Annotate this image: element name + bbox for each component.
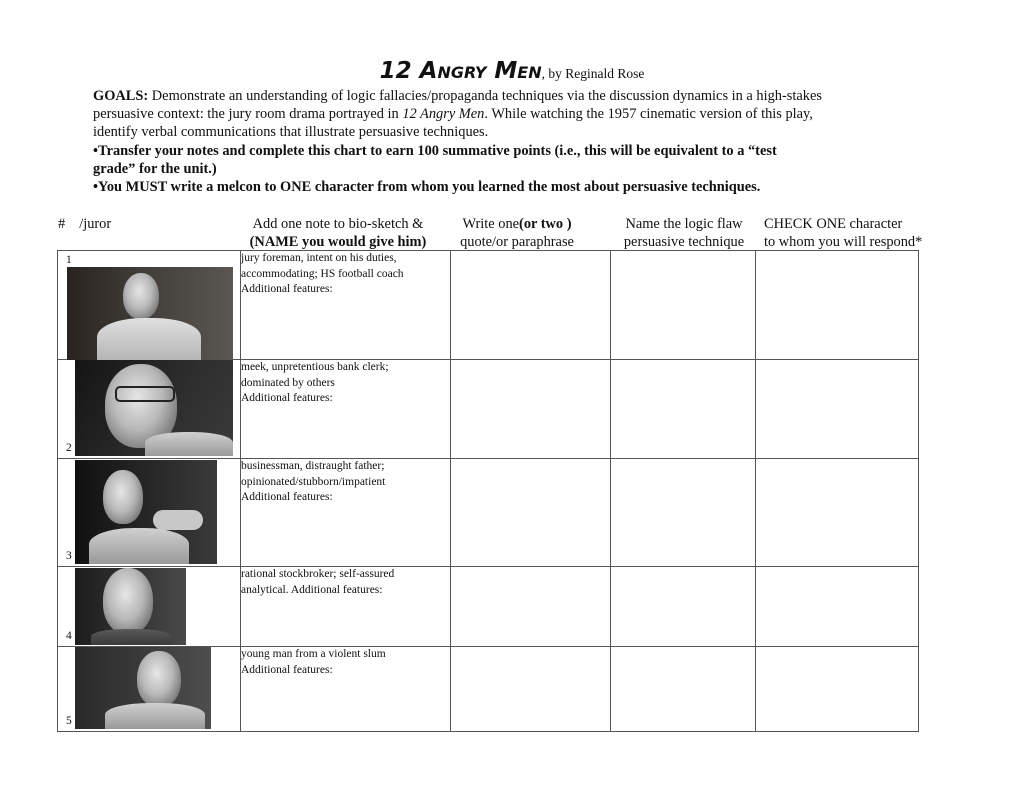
bio-cell[interactable]: [241, 647, 451, 732]
bio-line: dominated by others: [241, 376, 335, 389]
face-shape: [103, 470, 143, 524]
instruction-transfer-a: •Transfer your notes and complete this chart to earn 100 summative points (i.e., this will be equivalent to a “test: [93, 142, 777, 159]
header-logic-flaw: [612, 215, 756, 251]
header-hash: #: [58, 216, 66, 232]
quote-cell[interactable]: [451, 459, 611, 567]
juror-2-photo: [75, 360, 233, 456]
instruction-transfer-b: grade” for the unit.): [93, 160, 217, 177]
header-quote: [444, 215, 590, 251]
check-character-cell[interactable]: [756, 251, 919, 360]
bio-cell[interactable]: [241, 251, 451, 360]
document-title: [0, 58, 1024, 84]
glasses-shape: [115, 386, 175, 402]
shirt-shape: [105, 703, 205, 729]
juror-cell: [58, 360, 241, 459]
juror-chart-table: [57, 250, 919, 732]
bio-line: rational stockbroker; self-assured: [241, 568, 395, 580]
bio-additional-features: Additional features:: [241, 663, 333, 676]
juror-cell: [58, 647, 241, 732]
header-bio-line1: Add one note to bio-sketch &: [252, 216, 424, 232]
header-check-line1: CHECK ONE character: [764, 216, 903, 232]
juror-number: 1: [66, 254, 72, 266]
bio-cell[interactable]: [241, 360, 451, 459]
shirt-shape: [97, 318, 201, 360]
pointing-hand-shape: [153, 510, 203, 530]
bio-additional-features: Additional features:: [241, 491, 333, 503]
table-row: [58, 360, 919, 459]
bio-additional-features: analytical. Additional features:: [241, 583, 383, 596]
juror-number: 2: [66, 441, 72, 454]
bio-line: meek, unpretentious bank clerk;: [241, 361, 389, 373]
author-byline: , by Reginald Rose: [541, 66, 645, 81]
face-shape: [137, 651, 181, 707]
juror-cell: [58, 459, 241, 567]
quote-cell[interactable]: [451, 251, 611, 360]
quote-cell[interactable]: [451, 647, 611, 732]
bio-line: young man from a violent slum: [241, 648, 386, 660]
juror-number: 3: [66, 549, 72, 562]
table-row: [58, 459, 919, 567]
juror-3-photo: [75, 460, 217, 564]
logic-flaw-cell[interactable]: [611, 360, 756, 459]
juror-number: 4: [66, 629, 72, 642]
header-check-character: [764, 215, 922, 251]
bio-additional-features: Additional features:: [241, 283, 333, 295]
face-shape: [103, 568, 153, 634]
instruction-transfer-notes: [93, 142, 943, 178]
header-quote-line2: quote/or paraphrase: [460, 234, 574, 250]
bio-line: opinionated/stubborn/impatient: [241, 475, 386, 488]
check-character-cell[interactable]: [756, 647, 919, 732]
goals-line-1: [93, 87, 943, 105]
header-check-line2: to whom you will respond*: [764, 234, 923, 250]
goals-text-2b: . While watching the 1957 cinematic version of this play,: [484, 106, 813, 123]
header-flaw-line2: persuasive technique: [623, 234, 745, 250]
check-character-cell[interactable]: [756, 360, 919, 459]
table-row: [58, 647, 919, 732]
logic-flaw-cell[interactable]: [611, 567, 756, 647]
header-bio-sketch: [238, 215, 438, 251]
header-juror: /juror: [79, 216, 112, 232]
bio-cell[interactable]: [241, 567, 451, 647]
table-row: [58, 251, 919, 360]
header-quote-line1b: (or two ): [519, 216, 572, 232]
play-title-italic: 12 Angry Men: [402, 106, 485, 123]
header-quote-line1a: Write one: [462, 216, 520, 232]
header-flaw-line1: Name the logic flaw: [625, 216, 743, 232]
suit-shape: [91, 629, 171, 645]
header-number: [58, 215, 111, 233]
goals-text-2a: persuasive context: the jury room drama portrayed in: [93, 106, 403, 123]
juror-1-photo: [67, 267, 233, 360]
goals-line-3: identify verbal communications that illustrate persuasive techniques.: [93, 124, 489, 141]
goals-section: [93, 87, 943, 196]
goals-line-2: [93, 105, 943, 123]
table-row: [58, 567, 919, 647]
logic-flaw-cell[interactable]: [611, 459, 756, 567]
shirt-shape: [89, 528, 189, 564]
check-character-cell[interactable]: [756, 567, 919, 647]
face-shape: [123, 273, 159, 319]
bio-line: jury foreman, intent on his duties,: [241, 252, 397, 264]
header-bio-line2: (NAME you would give him): [249, 234, 427, 250]
bio-cell[interactable]: [241, 459, 451, 567]
logic-flaw-cell[interactable]: [611, 647, 756, 732]
goals-text-1: Demonstrate an understanding of logic fallacies/propaganda techniques via the discussion dynamics in a high-stakes: [148, 88, 822, 104]
juror-cell: [58, 567, 241, 647]
quote-cell[interactable]: [451, 567, 611, 647]
logic-flaw-cell[interactable]: [611, 251, 756, 360]
juror-number: 5: [66, 714, 72, 727]
quote-cell[interactable]: [451, 360, 611, 459]
bio-line: accommodating; HS football coach: [241, 267, 404, 280]
juror-4-photo: [75, 568, 186, 645]
instruction-melcon: •You MUST write a melcon to ONE character from whom you learned the most about persuasive techniques.: [93, 179, 761, 196]
juror-5-photo: [75, 647, 211, 729]
play-title: 12 Angry Men: [379, 58, 542, 84]
goals-label: GOALS:: [93, 88, 149, 104]
bio-additional-features: Additional features:: [241, 392, 333, 404]
shirt-shape: [145, 432, 233, 456]
juror-cell: [58, 251, 241, 360]
check-character-cell[interactable]: [756, 459, 919, 567]
bio-line: businessman, distraught father;: [241, 460, 385, 472]
